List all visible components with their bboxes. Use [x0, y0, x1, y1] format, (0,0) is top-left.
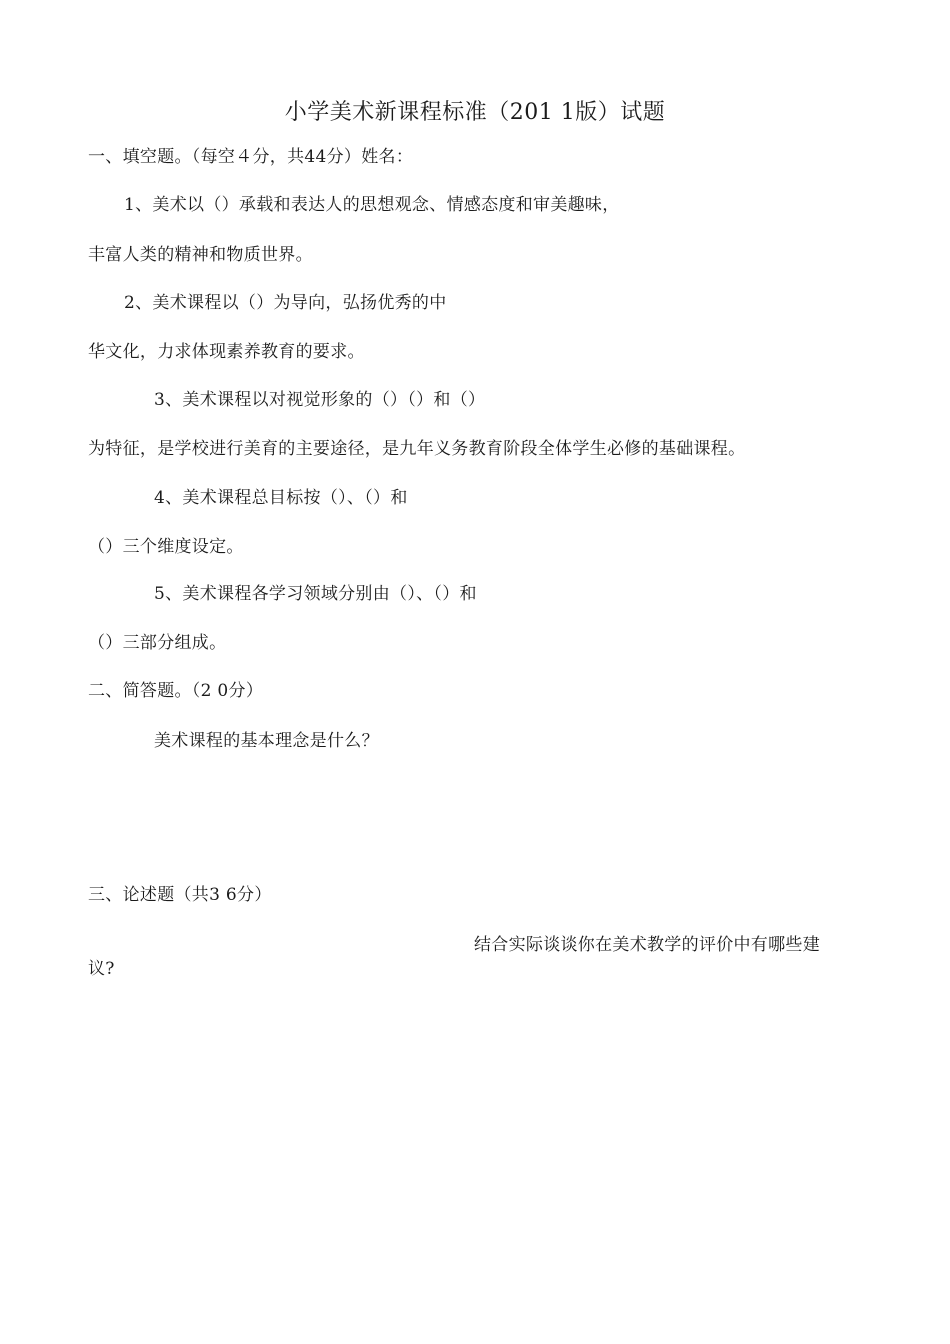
- question-1-line-1: 1、美术以（）承载和表达人的思想观念、情感态度和审美趣味，: [124, 195, 620, 215]
- page-title: 小学美术新课程标准（201 1版）试题: [284, 100, 666, 125]
- question-4-line-2: （）三个维度设定。: [88, 537, 244, 557]
- section1-heading: 一、填空题。（每空４分，共44分）姓名：: [88, 147, 414, 167]
- section3-question-line-1: 结合实际谈谈你在美术教学的评价中有哪些建: [474, 935, 820, 955]
- section2-heading: 二、简答题。（2 0分）: [88, 681, 264, 701]
- section3-question-line-2: 议?: [88, 959, 115, 979]
- question-2-line-2: 华文化，力求体现素养教育的要求。: [88, 342, 365, 362]
- section2-question: 美术课程的基本理念是什么？: [154, 731, 379, 751]
- section3-heading: 三、论述题（共3 6分）: [88, 885, 272, 905]
- question-5-line-2: （）三部分组成。: [88, 633, 227, 653]
- question-1-line-2: 丰富人类的精神和物质世界。: [88, 245, 313, 265]
- question-2-line-1: 2、美术课程以（）为导向，弘扬优秀的中: [124, 293, 447, 313]
- question-3-line-1: 3、美术课程以对视觉形象的（）（）和（）: [154, 390, 486, 410]
- question-4-line-1: 4、美术课程总目标按（）、（）和: [154, 488, 408, 508]
- question-3-line-2: 为特征，是学校进行美育的主要途径，是九年义务教育阶段全体学生必修的基础课程。: [88, 439, 746, 459]
- question-5-line-1: 5、美术课程各学习领域分别由（）、（）和: [154, 584, 477, 604]
